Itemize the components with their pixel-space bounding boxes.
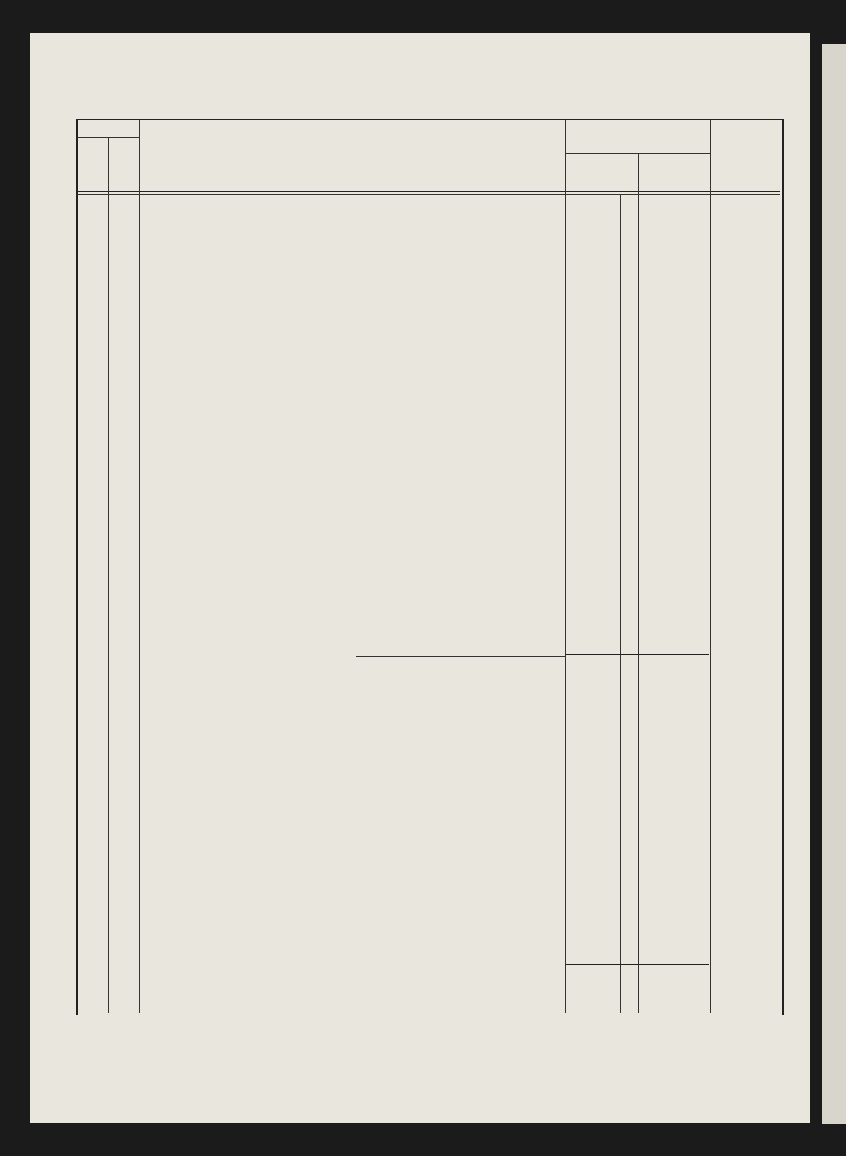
intro-line: [0, 741, 846, 761]
column-line: [565, 120, 566, 1013]
column-line: [638, 153, 639, 1013]
total-label-rule: [356, 656, 565, 657]
total-rule: [566, 654, 709, 655]
table-frame: [76, 119, 784, 1015]
total-row: [0, 657, 846, 677]
total-rule: [566, 964, 709, 965]
total-row-2: [0, 967, 846, 987]
column-line: [710, 120, 711, 1013]
column-line: [139, 120, 140, 1013]
adjacent-page-edge: [822, 44, 846, 1124]
header-bottom-rule: [77, 191, 780, 192]
intro-line: [0, 759, 846, 779]
column-line: [108, 137, 109, 1013]
header-bottom-rule: [77, 194, 780, 195]
column-line: [620, 194, 621, 1013]
